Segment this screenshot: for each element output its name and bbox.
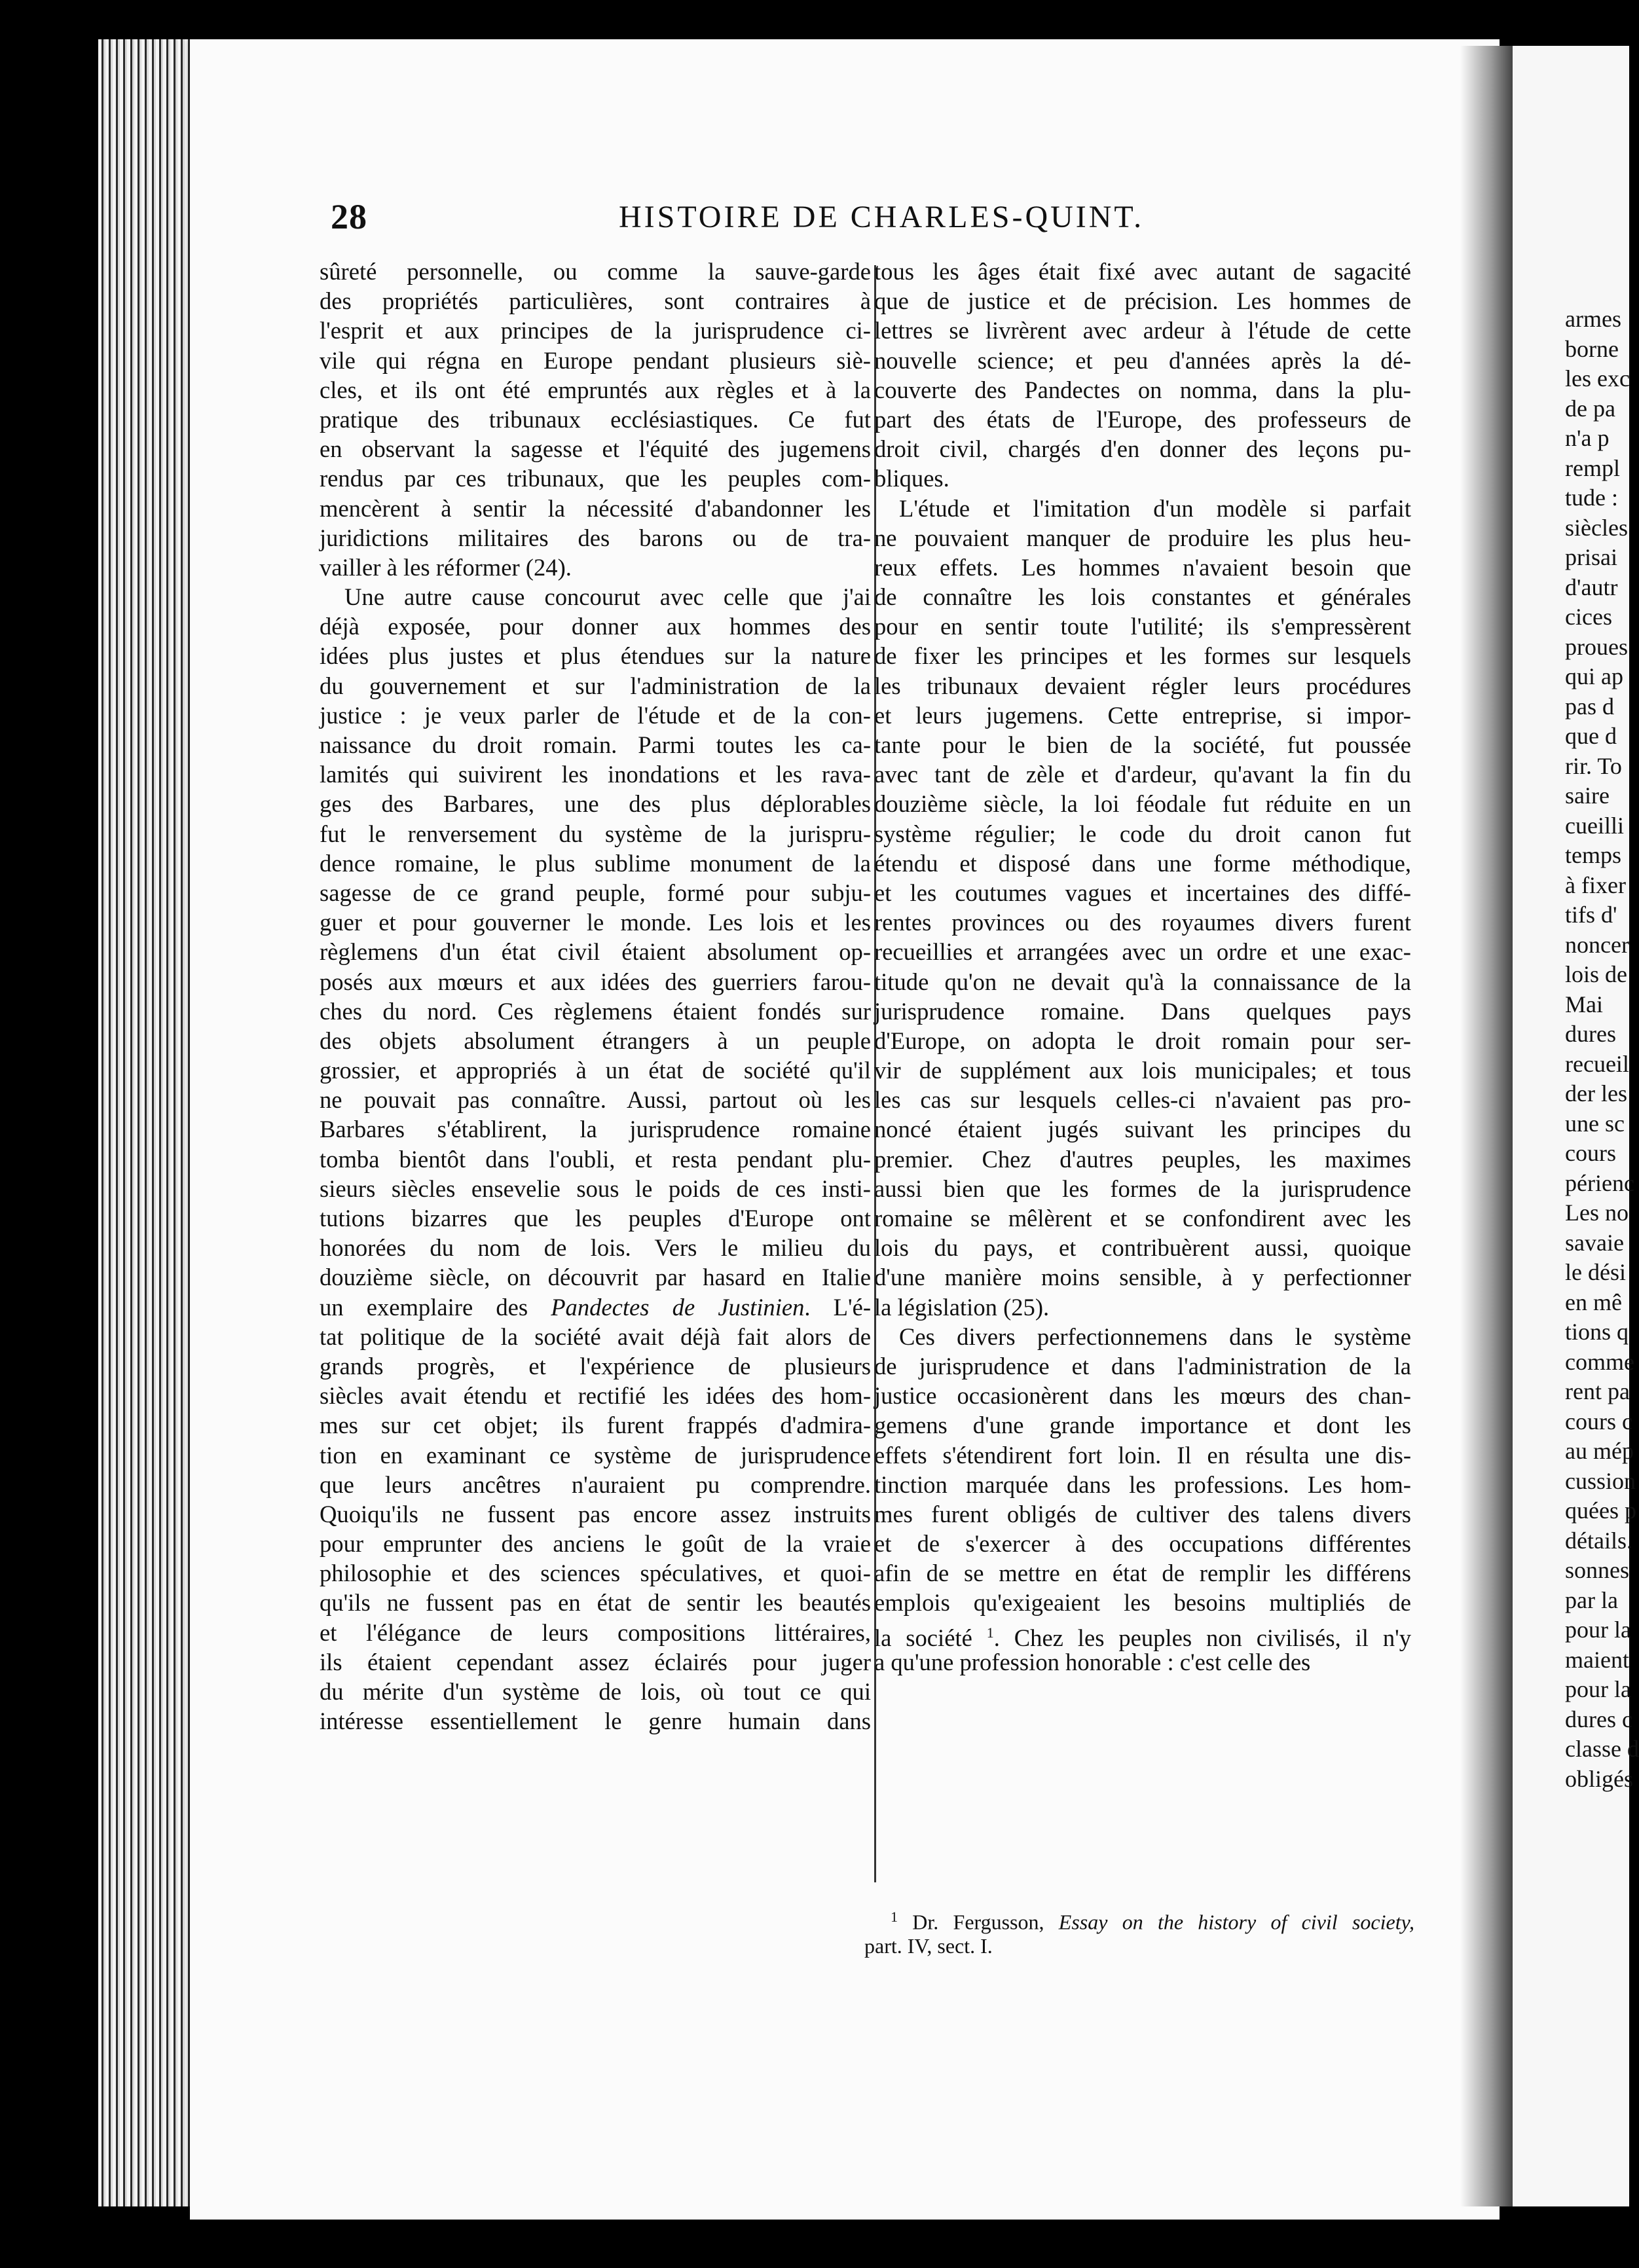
facing-page-line: Mai [1565,991,1603,1017]
text-line [874,1558,1411,1588]
text-line-content: mes furent obligés de cultiver des talens divers [874,1500,1411,1527]
text-line-content: la société [874,1624,987,1651]
text-line-content: du gouvernement et sur l'administration de la [320,672,871,699]
text-line-content: l'esprit et aux principes de la jurisprudence ci- [320,317,871,344]
footnote-line [864,1931,1414,1960]
text-line [874,1233,1411,1262]
text-line-content: juridictions militaires des barons ou de tra- [320,524,871,551]
text-line [320,405,871,434]
text-line [874,878,1411,907]
text-line [320,1144,871,1174]
text-line [874,1114,1411,1144]
text-line-content: sieurs siècles ensevelie sous le poids de ces insti- [320,1175,871,1202]
text-line [320,1055,871,1085]
facing-page-line: par la [1565,1586,1618,1613]
facing-page-line: que d [1565,723,1617,749]
text-line [320,730,871,759]
text-line [874,1618,1411,1651]
text-line [320,257,871,286]
text-line-content: ges des Barbares, une des plus déplorables [320,790,871,818]
text-line [320,701,871,730]
text-line [320,1470,871,1499]
text-line-content: que de justice et de précision. Les hommes de [874,287,1411,315]
text-line [874,730,1411,759]
text-line-content: afin de se mettre en état de remplir les différens [874,1560,1411,1587]
text-line-content: intéresse essentiellement le genre humain dans [320,1708,871,1735]
text-line [874,1026,1411,1055]
text-line [320,789,871,818]
text-line [320,1114,871,1144]
text-line [874,494,1411,523]
text-line [874,1381,1411,1410]
text-line-content: vailler à les réformer (24). [320,553,572,581]
text-line-content: lamités qui suivirent les inondations et les rava- [320,761,871,788]
text-line [874,257,1411,286]
text-line-content: titude qu'on ne devait qu'à la connaissance de la [874,968,1411,995]
text-line-content: recueillies et arrangées avec un ordre et une exac- [874,938,1411,966]
text-line [320,967,871,997]
text-line [874,1085,1411,1114]
facing-page-line: périenc [1565,1169,1634,1196]
text-line-content: effets s'étendirent fort loin. Il en résulta une dis- [874,1441,1411,1469]
pandectes-title: Pandectes de Justinien [551,1293,805,1321]
text-line-content: étendu et disposé dans une forme méthodique, [874,849,1411,877]
text-line-content: emplois qu'exigeaient les besoins multipliés de [874,1589,1411,1617]
text-line-content: et de s'exercer à des occupations différentes [874,1530,1411,1558]
text-line [320,1440,871,1470]
text-line-content: L'étude et l'imitation d'un modèle si parfait [899,494,1411,522]
text-line-content: vile qui régna en Europe pendant plusieurs siè- [320,346,871,374]
text-line-content: ne pouvaient manquer de produire les plus heu- [874,524,1411,551]
left-text-column [320,257,871,1736]
text-line [874,849,1411,878]
facing-page-line: Les no [1565,1199,1629,1226]
running-title: HISTOIRE DE CHARLES-QUINT. [619,200,1145,234]
text-line-content: naissance du droit romain. Parmi toutes les ca- [320,731,871,758]
text-line [320,523,871,553]
text-line-content: droit civil, chargés d'en donner des leçons pu- [874,435,1411,463]
text-line [320,849,871,878]
text-line-content: cles, et ils ont été empruntés aux règles et à la [320,376,871,403]
page-number: 28 [331,197,367,236]
text-line [320,1026,871,1055]
text-line [320,1292,871,1322]
text-line [874,464,1411,493]
text-line-content: rentes provinces ou des royaumes divers furent [874,909,1411,936]
text-line-content: de connaître les lois constantes et générales [874,583,1411,611]
text-line-content: en observant la sagesse et l'équité des jugemens [320,435,871,463]
text-line-content: ches du nord. Ces règlemens étaient fondés sur [320,997,871,1025]
text-line-content: ne pouvait pas connaître. Aussi, partout où les [320,1086,871,1114]
facing-page-line: cours c [1565,1408,1632,1435]
text-line [874,1322,1411,1351]
text-line-content: aussi bien que les formes de la jurisprudence [874,1175,1411,1202]
facing-page-line: en mê [1565,1289,1622,1315]
text-line-content: tat politique de la société avait déjà fait alors de [320,1323,871,1350]
facing-page-text [1565,304,1639,1794]
text-line-content: règlemens d'un état civil étaient absolument op- [320,938,871,966]
text-line-content: les tribunaux devaient régler leurs procédures [874,672,1411,699]
facing-page-line: tifs d' [1565,902,1617,928]
text-line-content: d'une manière moins sensible, à y perfectionner [874,1264,1411,1291]
facing-page-line: tions q [1565,1319,1629,1345]
text-line [874,967,1411,997]
text-line-content: pour emprunter des anciens le goût de la vraie [320,1530,871,1558]
text-line-content: vir de supplément aux lois municipales; et tous [874,1057,1411,1084]
text-line-content: a qu'une profession honorable : c'est celle des [874,1648,1311,1675]
text-line-content: fut le renversement du système de la jurispru- [320,820,871,847]
facing-page-line: sonnes [1565,1557,1629,1583]
facing-page-line: détails. [1565,1527,1632,1554]
text-line [874,1647,1411,1677]
text-line [320,641,871,670]
text-line-content: la législation (25). [874,1293,1050,1321]
facing-page-line: quées p [1565,1497,1636,1524]
text-line [320,346,871,375]
footnote-reference[interactable]: 1 [986,1624,994,1641]
facing-page-line: n'a p [1565,425,1610,451]
text-line-content: guer et pour gouverner le monde. Les lois et les [320,909,871,936]
text-line-content: jurisprudence romaine. Dans quelques pays [874,997,1411,1025]
text-line [874,1440,1411,1470]
text-line [320,937,871,966]
text-line-content: des objets absolument étrangers à un peuple [320,1027,871,1054]
text-line [874,523,1411,553]
text-line [874,434,1411,464]
text-line [874,316,1411,345]
facing-page-line: rir. To [1565,752,1622,779]
text-line [320,1529,871,1558]
text-line-content: lois du pays, et contribuèrent aussi, quoique [874,1234,1411,1262]
text-line-content: justice : je veux parler de l'étude et de la con- [320,701,871,729]
footnote-title: Essay on the history of civil society, [1058,1910,1415,1934]
page-header [331,196,1195,249]
text-line [320,1262,871,1292]
text-line-content: tous les âges était fixé avec autant de sagacité [874,258,1411,285]
facing-page-line: obligés [1565,1765,1633,1792]
text-line-content: déjà exposée, pour donner aux hommes des [320,613,871,640]
text-line [320,878,871,907]
text-line [320,1618,871,1647]
footnote-author: Dr. Fergusson, [912,1910,1044,1934]
text-line [874,582,1411,612]
text-line [320,1588,871,1617]
text-line [320,286,871,316]
text-line-content: ils étaient cependant assez éclairés pour juger [320,1648,871,1675]
text-line-content: noncé étaient jugés suivant les principes du [874,1116,1411,1143]
text-line [874,1499,1411,1529]
text-line-content: siècles avait étendu et rectifié les idées des hom- [320,1382,871,1410]
facing-page-line: savaie [1565,1229,1624,1256]
text-line-content: premier. Chez d'autres peuples, les maximes [874,1145,1411,1173]
text-line [320,316,871,345]
text-line [874,1144,1411,1174]
facing-page-line: au mép [1565,1438,1634,1464]
text-line-content: rendus par ces tribunaux, que les peuples com- [320,465,871,492]
text-line-content: tion en examinant ce système de jurisprudence [320,1441,871,1469]
text-line-content: pour en sentir toute l'utilité; ils s'empressèrent [874,613,1411,640]
facing-page-line: lois de [1565,961,1627,987]
text-line-content: douzième siècle, on découvrit par hasard en Italie [320,1264,871,1291]
text-line [320,464,871,493]
book-binding-edge [98,39,196,2206]
text-line [874,612,1411,641]
text-line-content: des propriétés particulières, sont contraires à [320,287,871,315]
facing-page-line: une sc [1565,1110,1625,1137]
facing-page-line: cueilli [1565,812,1624,839]
facing-page-line: cours [1565,1140,1616,1166]
text-line-content: justice occasionèrent dans les mœurs des chan- [874,1382,1411,1410]
footnote [864,1903,1414,1960]
text-line-content: qu'ils ne fussent pas en état de sentir les beautés [320,1589,871,1617]
facing-page-line: comme [1565,1348,1634,1375]
text-line [874,671,1411,701]
text-line [874,1055,1411,1085]
text-line-content: sûreté personnelle, ou comme la sauve-garde [320,258,871,285]
text-line-content: Quoiqu'ils ne fussent pas encore assez instruits [320,1500,871,1527]
text-line [874,1470,1411,1499]
text-line [874,937,1411,966]
text-line-content: romaine se mêlèrent et se confondirent avec les [874,1205,1411,1232]
facing-page-line: cices [1565,604,1612,630]
facing-page-line: tude : [1565,485,1618,511]
text-line-content: . L'é- [804,1293,872,1321]
facing-page-line: prisai [1565,544,1617,570]
text-line-content: tutions bizarres que les peuples d'Europe ont [320,1205,871,1232]
text-line-content: reux effets. Les hommes n'avaient besoin que [874,553,1411,581]
facing-page-line: cussion [1565,1467,1636,1494]
text-line [874,907,1411,937]
text-line [320,1085,871,1114]
text-line-content: sagesse de ce grand peuple, formé pour subju- [320,879,871,906]
footnote-marker: 1 [891,1909,898,1925]
text-line-content: Barbares s'établirent, la jurisprudence romaine [320,1116,871,1143]
text-line [320,434,871,464]
text-line-content: philosophie et des sciences spéculatives, et quoi- [320,1560,871,1587]
right-text-column [874,257,1411,1677]
footnote-line [864,1903,1415,1934]
text-line [320,1203,871,1233]
facing-page-line: maient [1565,1646,1629,1673]
text-line-content: tante pour le bien de la société, fut poussée [874,731,1411,758]
text-line [320,612,871,641]
text-line [320,997,871,1026]
text-line-content: d'Europe, on adopta le droit romain pour ser- [874,1027,1411,1054]
text-line-content: un exemplaire des [320,1293,551,1321]
text-line [320,1174,871,1203]
text-line [320,375,871,405]
facing-page-line: recueil [1565,1050,1629,1077]
text-line-content: grossier, et appropriés à un état de société qu'il [320,1057,871,1084]
text-line-content: dence romaine, le plus sublime monument de la [320,849,871,877]
text-line [320,1558,871,1588]
facing-page-line: saire [1565,782,1610,809]
text-line [874,1588,1411,1617]
facing-page-line: de pa [1565,395,1615,422]
text-line-content: pratique des tribunaux ecclésiastiques. Ce fut [320,405,871,433]
text-line-content: lettres se livrèrent avec ardeur à l'étude de cette [874,317,1411,344]
facing-page-line: les exc [1565,365,1630,392]
facing-page-line: pas d [1565,693,1614,720]
text-line-content: les cas sur lesquels celles-ci n'avaient pas pro- [874,1086,1411,1114]
text-line-content: honorées du nom de lois. Vers le milieu du [320,1234,871,1262]
facing-page-line: temps [1565,842,1621,868]
facing-page-line: der les [1565,1080,1627,1107]
facing-page-line: borne [1565,335,1619,362]
page-gutter-shadow [1460,46,1513,2206]
text-line-content: part des états de l'Europe, des professeurs de [874,405,1411,433]
text-line-content: avec tant de zèle et d'ardeur, qu'avant la fin du [874,761,1411,788]
text-line [874,1351,1411,1381]
text-line [320,1677,871,1706]
text-line [320,671,871,701]
facing-page-line: pour la [1565,1676,1631,1702]
text-line [320,1706,871,1736]
facing-page-line: siècles [1565,514,1628,541]
text-line [874,997,1411,1026]
text-line-content: nouvelle science; et peu d'années après la dé- [874,346,1411,374]
footnote-location: part. IV, sect. I. [864,1934,993,1958]
facing-page-line: le dési [1565,1259,1626,1285]
text-line-content: Ces divers perfectionnemens dans le système [899,1323,1411,1350]
facing-page-line: dures [1565,1021,1616,1047]
text-line [320,1410,871,1440]
facing-page-line: dures c [1565,1706,1632,1732]
text-line [320,819,871,849]
text-line [874,1292,1411,1322]
text-line-content: système régulier; le code du droit canon fut [874,820,1411,847]
text-line-content: bliques. [874,465,949,492]
text-line [874,701,1411,730]
text-line-content: gemens d'une grande importance et dont les [874,1412,1411,1439]
text-line [874,1410,1411,1440]
facing-page-line: rempl [1565,454,1620,481]
text-line-content: de fixer les principes et les formes sur lesquels [874,642,1411,670]
text-line-content: posés aux mœurs et aux idées des guerriers farou- [320,968,871,995]
text-line-content: et leurs jugemens. Cette entreprise, si impor- [874,701,1411,729]
text-line [320,1351,871,1381]
text-line-content: et les coutumes vagues et incertaines des diffé- [874,879,1411,906]
text-line-content: douzième siècle, la loi féodale fut réduite en un [874,790,1411,818]
facing-page-line: qui ap [1565,663,1623,689]
facing-page-fragment [1513,46,1639,2206]
text-line [320,1647,871,1677]
text-line [320,1233,871,1262]
text-line [874,641,1411,670]
text-line [874,375,1411,405]
facing-page-line: proues [1565,633,1628,660]
text-line [320,1322,871,1351]
text-line [874,759,1411,789]
text-line [320,494,871,523]
text-line-content: mencèrent à sentir la nécessité d'abandonner les [320,494,871,522]
text-line [874,1262,1411,1292]
text-line-content: tinction marquée dans les professions. Les hom- [874,1471,1411,1498]
facing-page-line: d'autr [1565,574,1618,600]
text-line-content: . Chez les peuples non civilisés, il n'y [993,1624,1411,1651]
facing-page-line: rent pa [1565,1378,1630,1404]
text-line [874,405,1411,434]
text-line [874,286,1411,316]
text-line-content: et l'élégance de leurs compositions littéraires, [320,1619,871,1646]
text-line [320,907,871,937]
text-line [874,346,1411,375]
text-line [874,1529,1411,1558]
text-line [320,553,871,582]
facing-page-line: classe d [1565,1736,1639,1762]
text-line [320,582,871,612]
text-line [320,1499,871,1529]
facing-page-line: armes [1565,306,1621,332]
text-line-content: que leurs ancêtres n'auraient pu comprendre. [320,1471,871,1498]
text-line-content: du mérite d'un système de lois, où tout ce qui [320,1678,871,1705]
facing-page-line: pour la [1565,1617,1631,1643]
text-line [874,553,1411,582]
text-line-content: grands progrès, et l'expérience de plusieurs [320,1352,871,1380]
text-line-content: de jurisprudence et dans l'administration de la [874,1352,1411,1380]
facing-page-line: noncer [1565,931,1629,958]
text-line-content: idées plus justes et plus étendues sur la nature [320,642,871,670]
text-line-content: mes sur cet objet; ils furent frappés d'admira- [320,1412,871,1439]
text-line [320,759,871,789]
text-line [874,819,1411,849]
text-line [874,1203,1411,1233]
text-line [874,789,1411,818]
facing-page-line: à fixer [1565,871,1626,898]
text-line-content: Une autre cause concourut avec celle que j'ai [344,583,871,611]
text-line-content: tomba bientôt dans l'oubli, et resta pendant plu- [320,1145,871,1173]
text-line [320,1381,871,1410]
text-line-content: couverte des Pandectes on nomma, dans la plu- [874,376,1411,403]
text-line [874,1174,1411,1203]
